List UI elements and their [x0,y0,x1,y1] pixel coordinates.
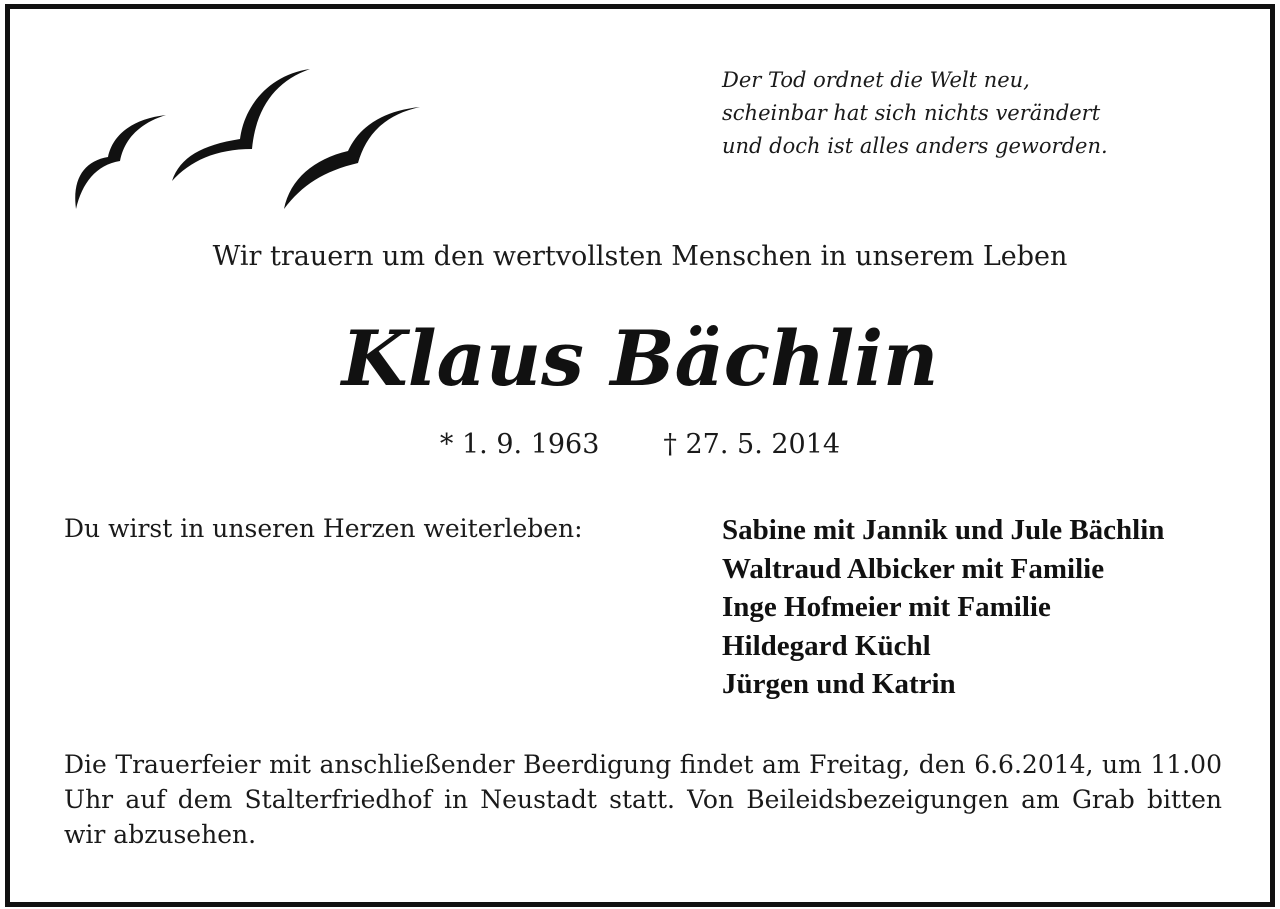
mourners-list [722,511,1164,704]
list-item: Hildegard Küchl [722,629,931,662]
flying-birds-icon [62,61,432,221]
funeral-notice: Die Trauerfeier mit anschließender Beerdigung findet am Freitag, den 6.6.2014, um 11.00 Uhr auf dem Stalterfriedhof in Neustadt statt. Von Beileidsbezeigungen am Grab bitten wir abzusehen. [64,750,1222,849]
quote-line: und doch ist alles anders geworden. [722,134,1108,158]
intro-text: Wir trauern um den wertvollsten Menschen in unserem Leben [212,241,1068,272]
list-item: Inge Hofmeier mit Familie [722,591,1051,623]
bird-right-icon [284,107,420,209]
deceased-name: Klaus Bächlin [341,314,939,403]
list-item: Waltraud Albicker mit Familie [722,552,1105,585]
life-dates [10,427,1270,463]
death-date: † 27. 5. 2014 [663,429,841,460]
quote [722,64,1108,163]
bird-left-icon [75,115,166,209]
list-item: Sabine mit Jannik und Jule Bächlin [722,514,1165,546]
birth-date: * 1. 9. 1963 [439,429,600,460]
bird-middle-icon [172,69,310,181]
quote-line: scheinbar hat sich nichts verändert [722,101,1101,125]
list-item: Jürgen und Katrin [722,668,956,700]
farewell-text: Du wirst in unseren Herzen weiterleben: [64,514,583,543]
obituary-frame [5,4,1275,907]
quote-line: Der Tod ordnet die Welt neu, [722,68,1030,92]
